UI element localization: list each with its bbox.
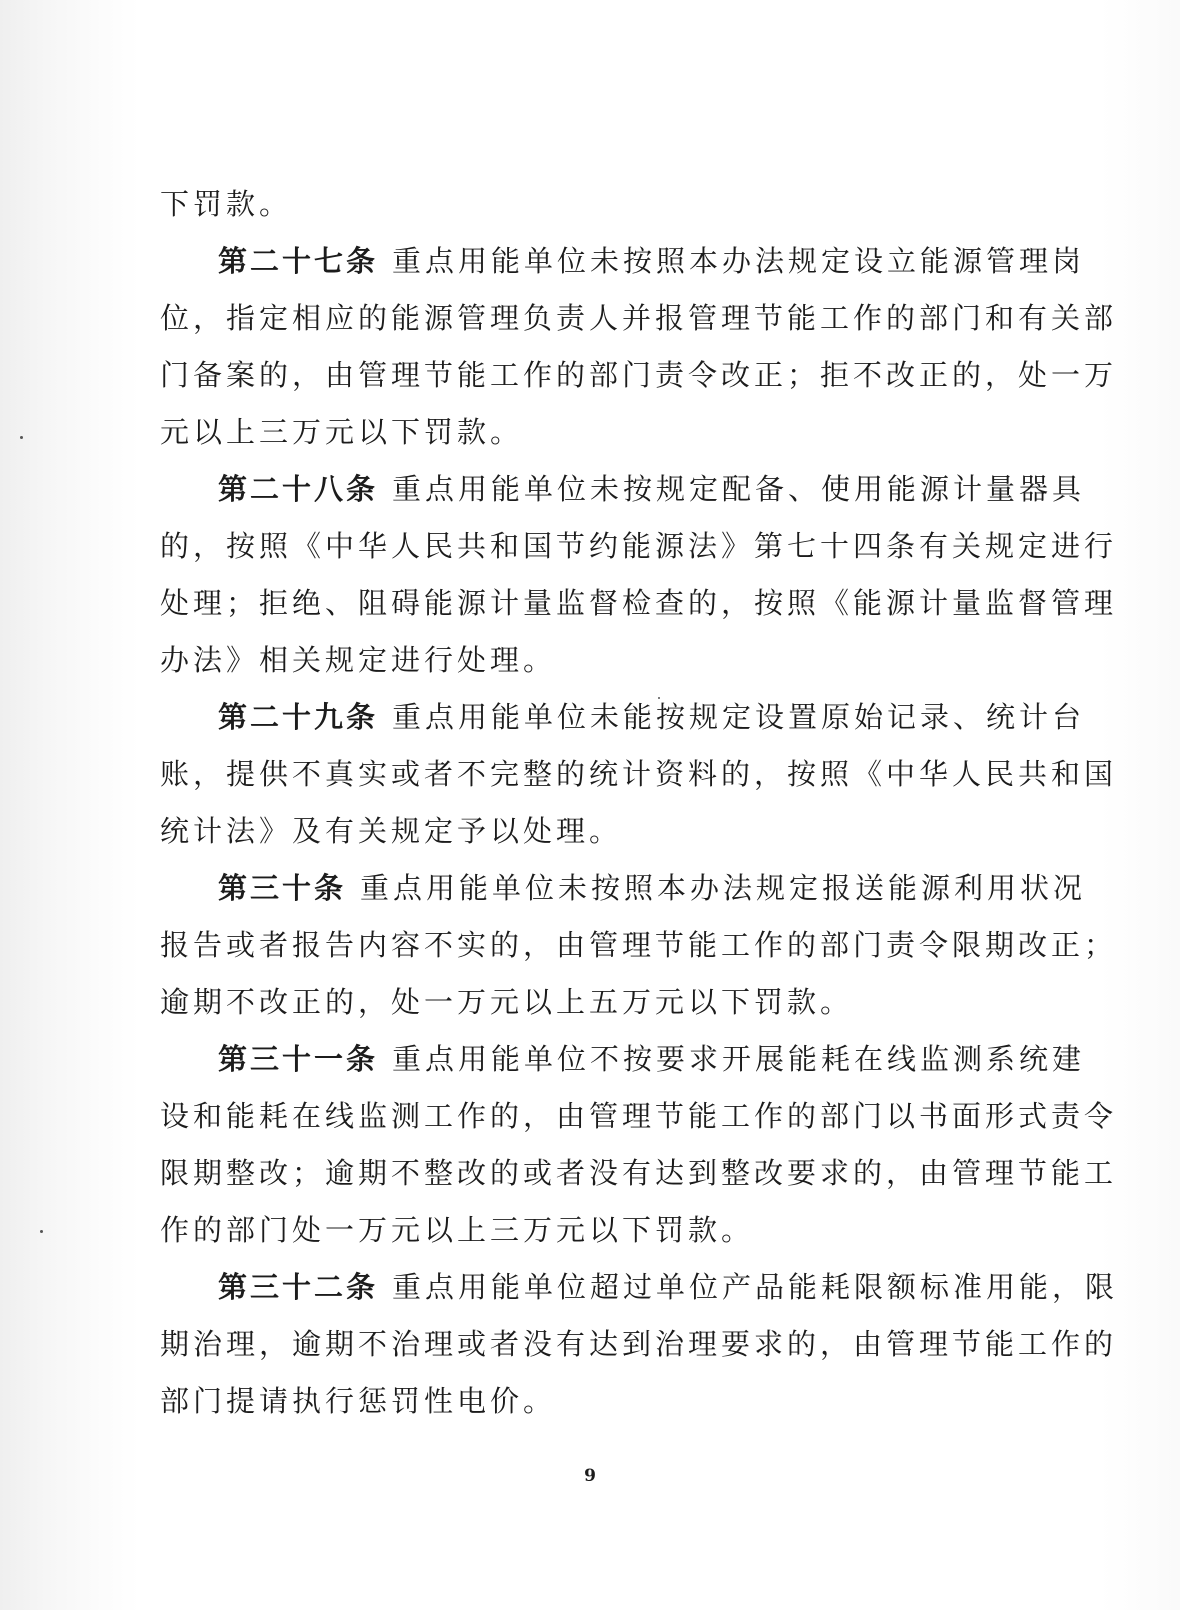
article-text: 重点用能单位不按要求开展能耗在线监测系统建 [392,1042,1086,1076]
article-title: 第三十一条 [218,1042,379,1076]
article-29 [160,689,1118,860]
article-title: 第三十条 [218,871,347,905]
article-title: 第二十九条 [218,700,379,734]
article-line: 门备案的，由管理节能工作的部门责令改正；拒不改正的，处一万 [160,358,1118,392]
article-text: 重点用能单位超过单位产品能耗限额标准用能，限 [392,1270,1119,1304]
article-title: 第三十二条 [218,1270,379,1304]
page-number: 9 [584,1466,596,1486]
article-32 [160,1259,1119,1430]
article-title: 第二十七条 [218,244,379,278]
article-first-line [160,233,1086,290]
article-line: 位，指定相应的能源管理负责人并报管理节能工作的部门和有关部 [160,301,1118,335]
article-text: 重点用能单位未能按规定设置原始记录、统计台 [392,700,1086,734]
article-line: 期治理，逾期不治理或者没有达到治理要求的，由管理节能工作的 [160,1327,1118,1361]
document-body [160,176,1119,1430]
article-first-line [160,1259,1119,1316]
article-31 [160,1031,1118,1259]
article-line: 元以上三万元以下罚款。 [160,415,524,449]
article-title: 第二十八条 [218,472,379,506]
article-line: 部门提请执行惩罚性电价。 [160,1384,557,1418]
scan-speck [40,1230,43,1233]
article-line: 设和能耗在线监测工作的，由管理节能工作的部门以书面形式责令 [160,1099,1118,1133]
article-first-line [160,461,1086,518]
article-first-line [160,860,1087,917]
scan-speck [20,436,23,439]
article-line: 逾期不改正的，处一万元以上五万元以下罚款。 [160,985,854,1019]
article-28 [160,461,1118,689]
article-text: 重点用能单位未按规定配备、使用能源计量器具 [392,472,1086,506]
article-27 [160,233,1118,461]
article-line: 的，按照《中华人民共和国节约能源法》第七十四条有关规定进行 [160,529,1118,563]
continuation-line: 下罚款。 [160,187,293,221]
article-first-line [160,689,1086,746]
article-first-line [160,1031,1086,1088]
article-text: 重点用能单位未按照本办法规定报送能源利用状况 [360,871,1087,905]
article-line: 报告或者报告内容不实的，由管理节能工作的部门责令限期改正； [160,928,1118,962]
article-line: 处理；拒绝、阻碍能源计量监督检查的，按照《能源计量监督管理 [160,586,1118,620]
article-line: 办法》相关规定进行处理。 [160,643,557,677]
article-line: 账，提供不真实或者不完整的统计资料的，按照《中华人民共和国 [160,757,1118,791]
article-30 [160,860,1118,1031]
article-line: 统计法》及有关规定予以处理。 [160,814,623,848]
article-line: 限期整改；逾期不整改的或者没有达到整改要求的，由管理节能工 [160,1156,1118,1190]
article-text: 重点用能单位未按照本办法规定设立能源管理岗 [392,244,1086,278]
article-line: 作的部门处一万元以上三万元以下罚款。 [160,1213,755,1247]
